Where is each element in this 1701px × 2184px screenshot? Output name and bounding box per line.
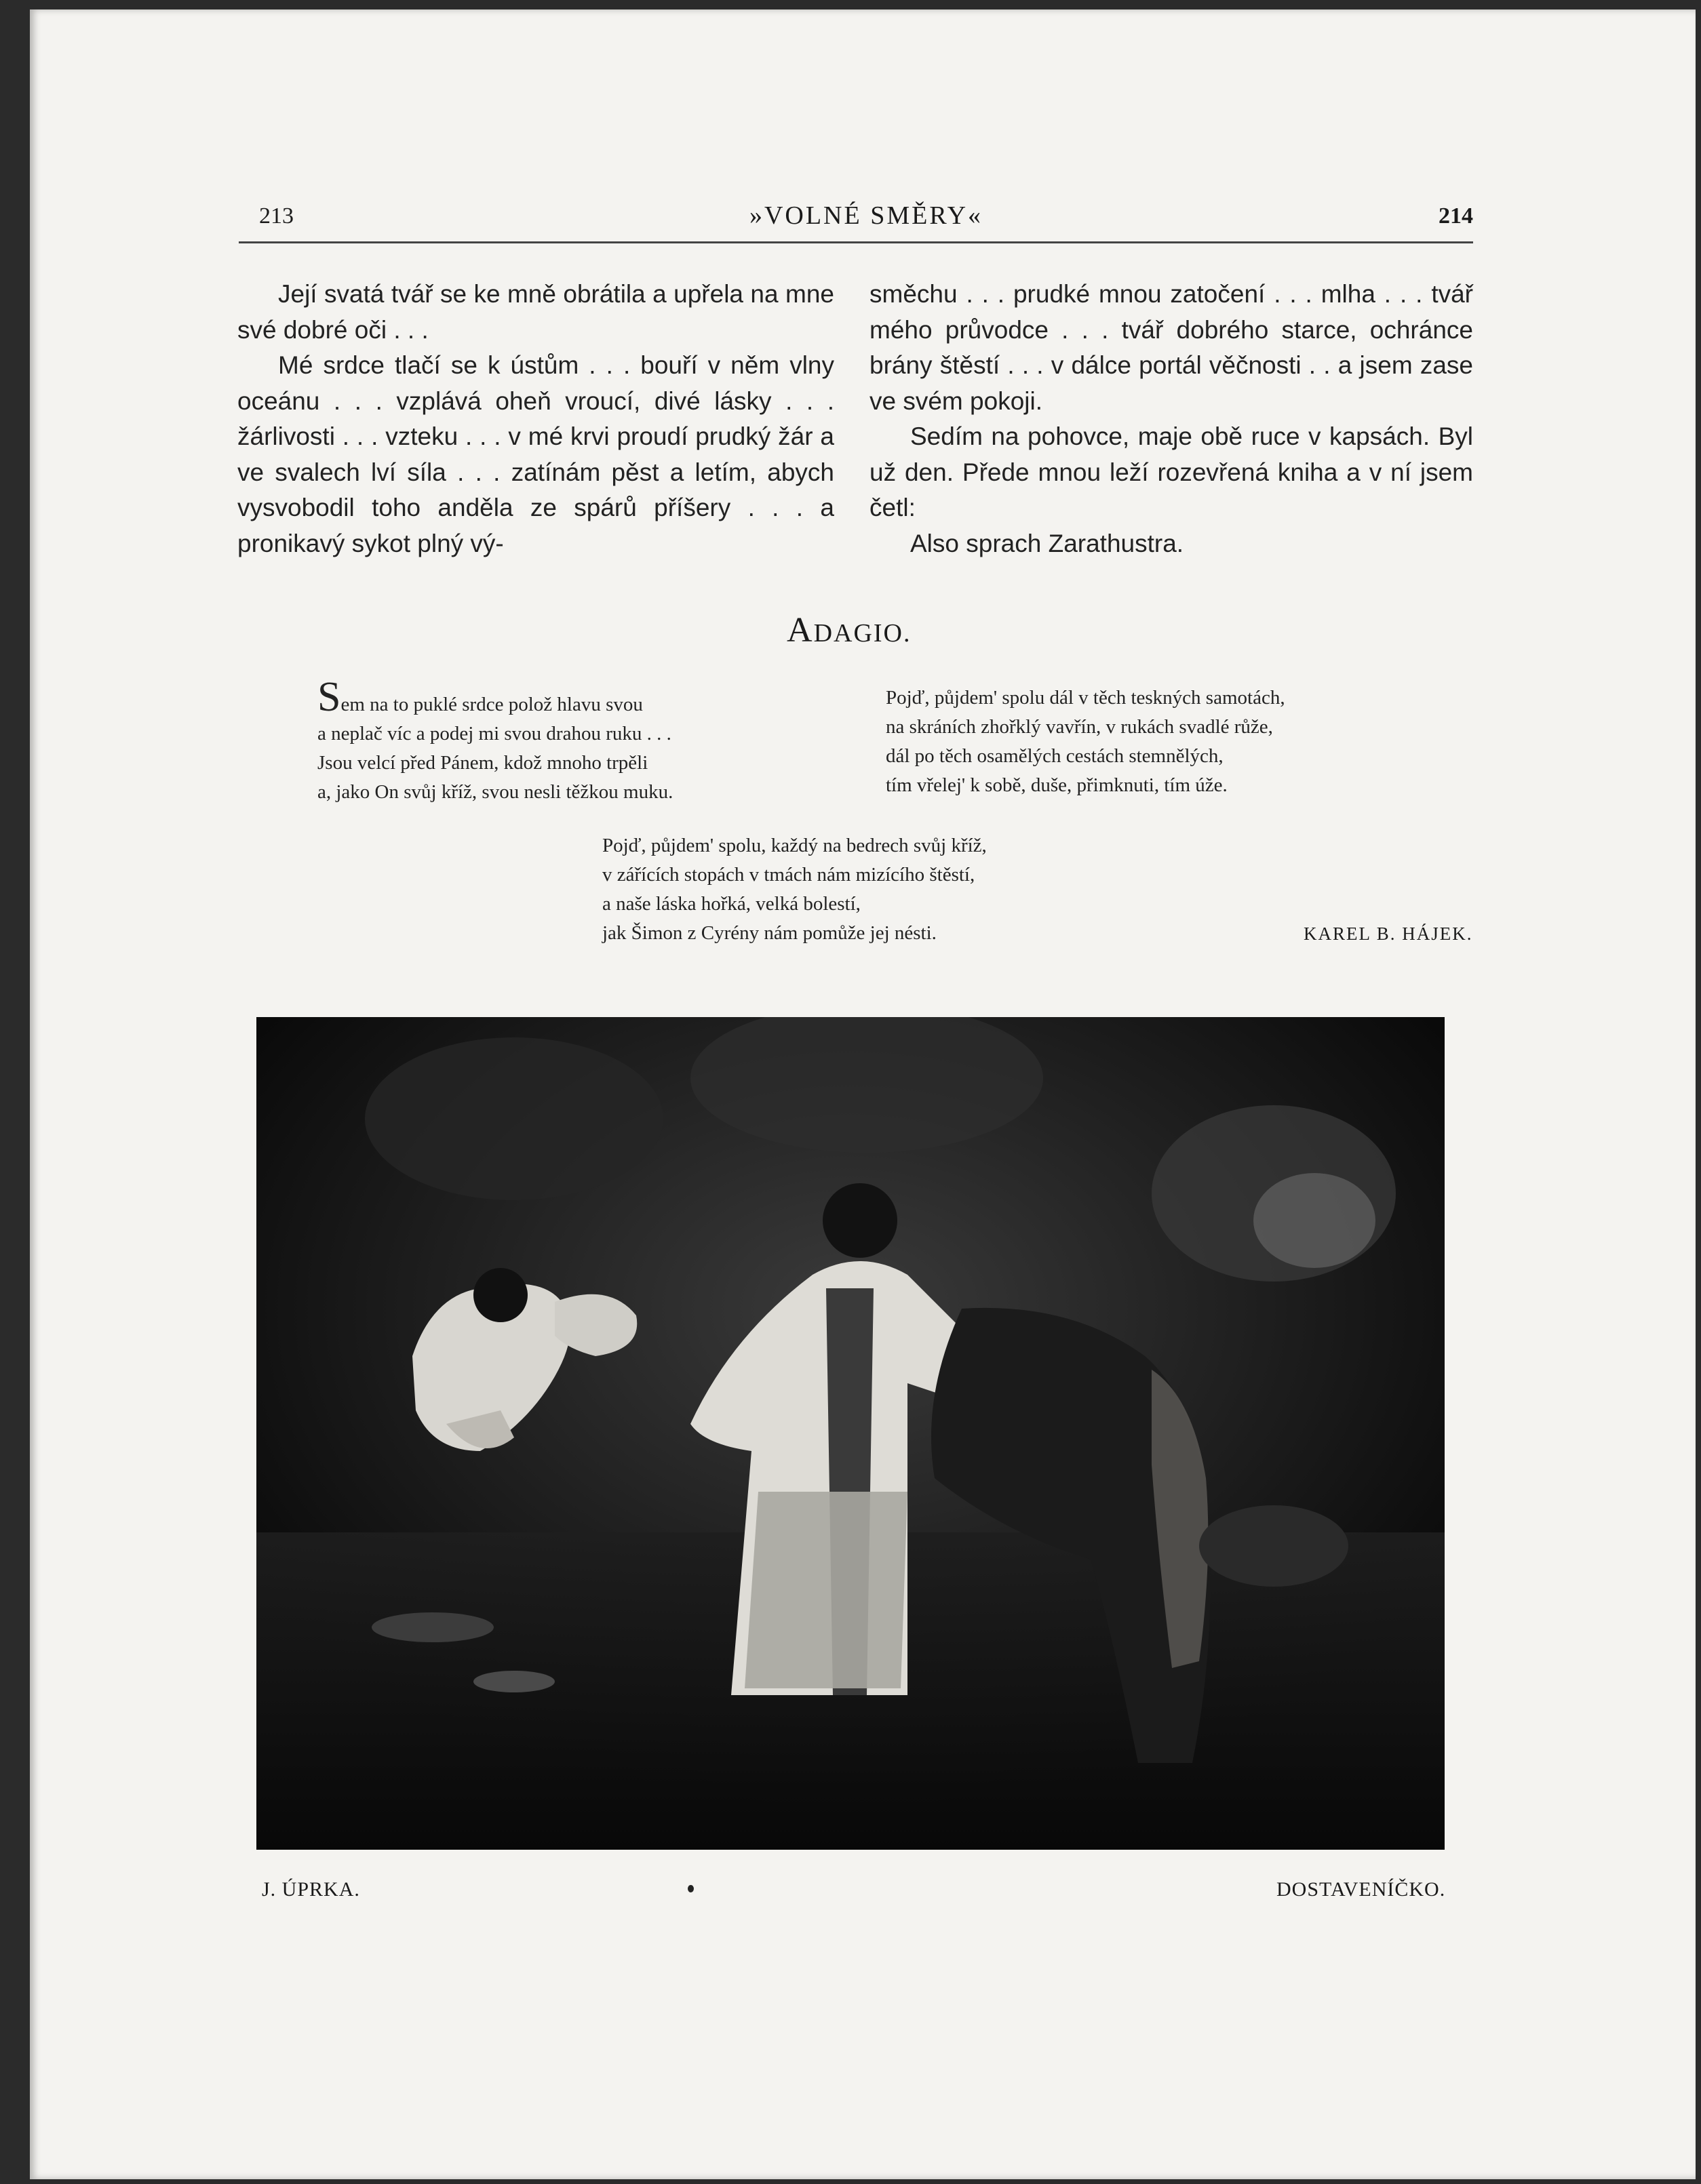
poem-line: dál po těch osamělých cestách stemnělých, xyxy=(886,745,1224,767)
poem-line: Jsou velcí před Pánem, kdož mnoho trpěli xyxy=(317,752,648,774)
prose-left-column xyxy=(237,277,834,561)
prose-paragraph: Also sprach Zarathustra. xyxy=(910,529,1184,557)
poem-title-initial: A xyxy=(787,611,814,650)
journal-title: »VOLNÉ SMĚRY« xyxy=(749,201,983,230)
painting-plate xyxy=(256,1017,1445,1850)
poem-line: v zářících stopách v tmách nám mizícího štěstí, xyxy=(602,864,975,886)
running-header xyxy=(259,197,1473,235)
poem-title-rest: DAGIO. xyxy=(813,619,912,648)
poem-line: tím vřelej' k sobě, duše, přimknuti, tím úže. xyxy=(886,774,1228,796)
poem-line: jak Šimon z Cyrény nám pomůže jej nésti. xyxy=(602,922,937,944)
poem-line: Pojď, půjdem' spolu dál v těch teskných samotách, xyxy=(886,687,1285,709)
painting-image xyxy=(256,1017,1445,1850)
poem-line: a naše láska hořká, velká bolestí, xyxy=(602,893,861,915)
header-rule xyxy=(239,241,1473,243)
poem-line: a neplač víc a podej mi svou drahou ruku . . . xyxy=(317,723,671,744)
poem-stanza-2 xyxy=(886,683,1285,800)
drop-cap: S xyxy=(317,674,341,720)
page-number-right: 214 xyxy=(1439,203,1473,229)
poem-line: na skráních zhořklý vavřín, v rukách svadlé růže, xyxy=(886,716,1273,738)
poem-stanza-1 xyxy=(317,674,673,807)
prose-paragraph: Sedím na pohovce, maje obě ruce v kapsách. Byl už den. Přede mnou leží rozevřená kniha a v ní jsem četl: xyxy=(869,422,1473,521)
poem-line: a, jako On svůj kříž, svou nesli těžkou muku. xyxy=(317,781,673,803)
poem-line: Sem na to puklé srdce polož hlavu svou xyxy=(317,674,643,720)
poem-line: Pojď, půjdem' spolu, každý na bedrech svůj kříž, xyxy=(602,835,987,856)
prose-paragraph: Její svatá tvář se ke mně obrátila a upřela na mne své dobré oči . . . xyxy=(237,280,834,344)
prose-paragraph: směchu . . . prudké mnou zatočení . . . mlha . . . tvář mého průvodce . . . tvář dobrého starce, ochránce brány štěstí . . . v dálce portál věčnosti . . a jsem zase ve svém pokoji. xyxy=(869,280,1473,415)
prose-paragraph: Mé srdce tlačí se k ústům . . . bouří v něm vlny oceánu . . . vzplává oheň vroucí, divé lásky . . . žárlivosti . . . vzteku . . . v mé krvi proudí prudký žár a ve svalech lví síla . . . zatínám pěst a letím, abych vysvobodil toho anděla ze spárů příšery . . . a pronikavý sykot plný vý- xyxy=(237,351,834,557)
poem-title xyxy=(787,610,922,650)
painting-title: DOSTAVENÍČKO. xyxy=(1276,1878,1446,1901)
prose-right-column xyxy=(869,277,1473,561)
separator-dot xyxy=(688,1885,694,1892)
poem-stanza-3 xyxy=(602,831,987,948)
painting-artist: J. ÚPRKA. xyxy=(262,1878,360,1901)
poem-author: KAREL B. HÁJEK. xyxy=(1304,924,1473,944)
page-number-left: 213 xyxy=(259,203,294,229)
